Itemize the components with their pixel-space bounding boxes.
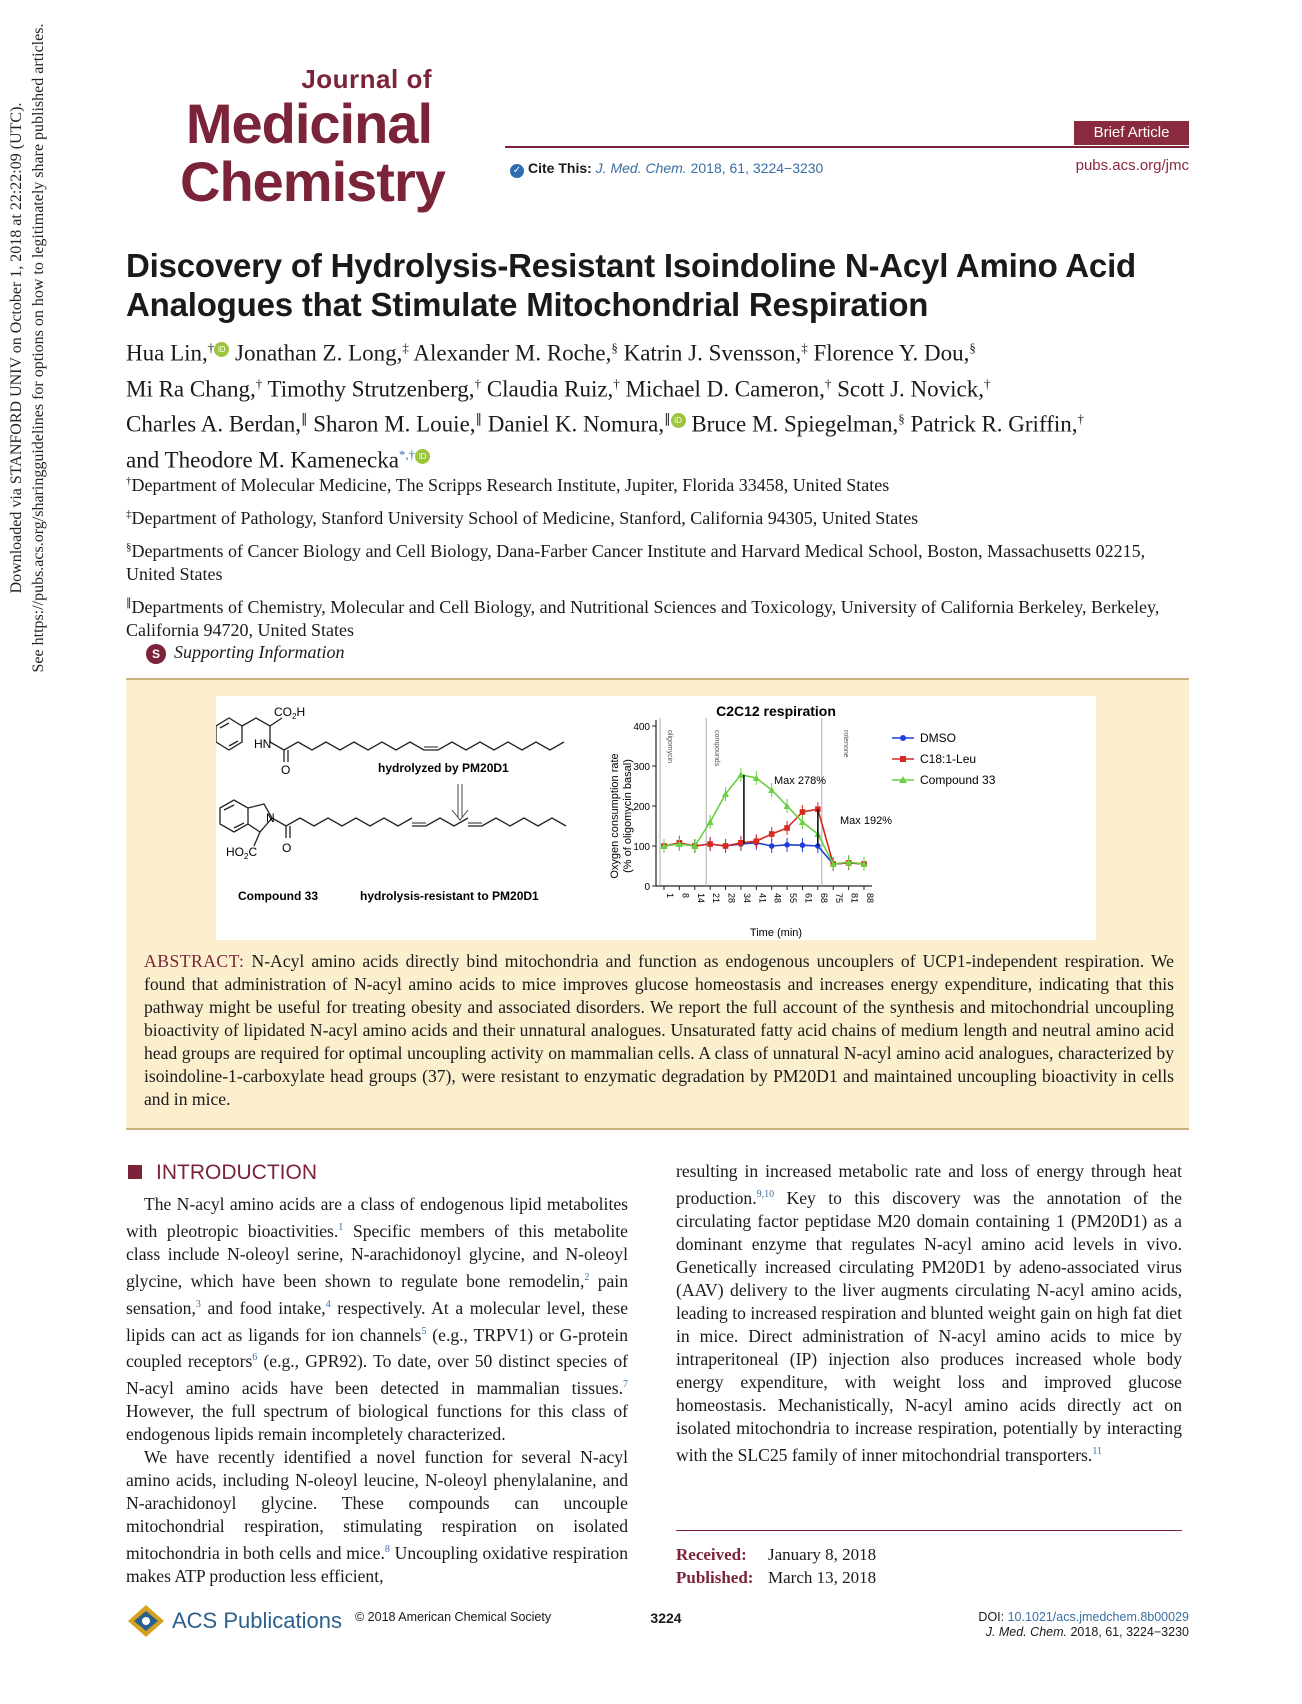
author-list: [126, 333, 1196, 476]
aff-mark: †: [207, 340, 215, 355]
affiliation-text: Department of Pathology, Stanford University School of Medicine, Stanford, California 94305, United States: [131, 508, 919, 528]
legend-marker: [900, 735, 906, 741]
cite-label: Cite This:: [528, 160, 592, 176]
aff-mark: †: [474, 375, 482, 391]
x-tick-label: 81: [849, 893, 860, 904]
acs-publications-label: ACS Publications: [172, 1608, 342, 1633]
author[interactable]: Jonathan Z. Long,: [235, 340, 403, 366]
introduction-heading-text: INTRODUCTION: [156, 1161, 317, 1184]
data-point: [707, 841, 713, 847]
abstract: [144, 950, 1174, 1111]
aff-mark: ∥: [301, 411, 308, 427]
data-point: [769, 843, 775, 849]
chart-title: C2C12 respiration: [716, 703, 836, 719]
aff-mark: §: [898, 411, 905, 427]
cite-journal: J. Med. Chem.: [595, 160, 687, 176]
isoindoline-ring: [220, 800, 248, 832]
text: Key to this discovery was the annotation of the circulating factor peptidase M20 domain containing 1 (PM20D1) as a dominant enzyme that regulates N-acyl amino acid levels in vivo. Genetically increased circulating PM20D1 by adeno-associated virus (AAV) delivery to the liver augments circulating N-acyl amino acids, leading to increased respiration and blunted weight gain on high fat diet in mice. Direct administration of N-acyl amino acids to mice by intraperitoneal (IP) injection also produces increased whole body energy expenditure, with weight loss and improved glucose homeostasis. Mechanistically, N-acyl amino acids directly act on isolated mitochondria to increase respiration, potentially by interacting with the SLC25 family of inner mitochondrial transporters.: [676, 1187, 1182, 1465]
published-label: Published:: [676, 1568, 754, 1587]
published-date: [676, 1566, 1182, 1589]
doi-link[interactable]: 10.1021/acs.jmedchem.8b00029: [1007, 1610, 1189, 1624]
data-point: [723, 843, 729, 849]
cite-this[interactable]: [510, 160, 823, 178]
copyright: © 2018 American Chemical Society: [355, 1610, 552, 1624]
aff-mark: ∥: [126, 597, 132, 609]
aff-mark: §: [126, 541, 132, 553]
co2h-label: $CO_2H$: [274, 705, 306, 721]
x-tick-label: 75: [834, 893, 845, 904]
download-notice: [6, 0, 50, 1200]
author[interactable]: Mi Ra Chang,: [126, 376, 256, 402]
author[interactable]: Patrick R. Griffin,: [910, 411, 1078, 437]
data-point: [754, 838, 760, 844]
author[interactable]: Michael D. Cameron,: [625, 376, 825, 402]
x-tick-label: 68: [818, 893, 829, 904]
journal-logo-name2: Chemistry: [180, 150, 445, 213]
received-label: Received:: [676, 1545, 747, 1564]
author[interactable]: and Theodore M. Kamenecka: [126, 447, 399, 473]
ref-link[interactable]: 9,10: [756, 1189, 775, 1200]
journal-ref-name: J. Med. Chem.: [985, 1625, 1067, 1639]
n-label: N: [266, 811, 275, 825]
legend-label: C18:1-Leu: [920, 752, 977, 766]
abstract-text: N-Acyl amino acids directly bind mitochondria and function as endogenous uncouplers of UCP1-independent respiration. We found that administration of N-acyl amino acids to mice improves glucose homeostasis and increases energy expenditure, indicating that this pathway might be useful for treating obesity and associated disorders. We report the full account of the synthesis and mitochondrial uncoupling bioactivity of lipidated N-acyl amino acids and their unnatural analogues. Unsaturated fatty acid chains of medium length and neutral amino acid head groups are required for optimal uncoupling activity on mammalian cells. A class of unnatural N-acyl amino acid analogues, characterized by isoindoline-1-carboxylate head groups (37), were resistant to enzymatic degradation by PM20D1 and maintained uncoupling bioactivity in cells and in mice.: [144, 951, 1174, 1109]
page-number: 3224: [650, 1610, 682, 1626]
introduction-heading: [128, 1161, 317, 1185]
doi-label: DOI:: [978, 1610, 1005, 1624]
orcid-icon[interactable]: iD: [415, 449, 430, 464]
band-compounds: compounds: [713, 730, 720, 767]
abstract-label: ABSTRACT:: [144, 951, 245, 971]
max2-annotation: Max 192%: [840, 815, 892, 827]
x-tick-label: 88: [865, 893, 875, 904]
ref-link[interactable]: 8: [384, 1544, 390, 1556]
author[interactable]: Katrin J. Svensson,: [623, 340, 802, 366]
doi-block: [940, 1610, 1189, 1640]
affiliation: [126, 592, 1196, 642]
hydrolyzed-label: hydrolyzed by PM20D1: [378, 761, 509, 775]
x-tick-label: 55: [788, 893, 799, 904]
supporting-info-label: Supporting Information: [174, 642, 345, 662]
article-dates: [676, 1530, 1182, 1589]
data-point: [707, 819, 714, 826]
supporting-information-link[interactable]: [146, 642, 345, 664]
author[interactable]: Scott J. Novick,: [837, 376, 985, 402]
author[interactable]: Timothy Strutzenberg,: [267, 376, 475, 402]
text: Specific members of this metabolite class include N-oleoyl serine, N-arachidonoyl glycine, and N-oleoyl glycine, which have been shown to regulate bone remodelin,: [126, 1220, 628, 1291]
aff-mark: †: [1077, 411, 1084, 427]
hn-label: HN: [254, 737, 272, 751]
column-right: [676, 1160, 1182, 1467]
article-title-text: Discovery of Hydrolysis-Resistant Isoindoline N-Acyl Amino Acid Analogues that Stimulate Mitochondrial Respiration: [126, 247, 1137, 323]
aff-mark: §: [611, 340, 618, 355]
x-axis-label: Time (min): [749, 927, 803, 939]
aff-mark: ‡: [402, 340, 409, 355]
toc-svg: [216, 696, 1096, 940]
x-tick-label: 34: [741, 893, 752, 904]
aff-mark: †: [613, 375, 620, 391]
data-point: [769, 831, 775, 837]
o-label-2: O: [282, 841, 292, 855]
author[interactable]: Sharon M. Louie,: [313, 411, 476, 437]
acs-publications-logo[interactable]: [126, 1604, 342, 1642]
ref-link[interactable]: 4: [325, 1298, 331, 1310]
paragraph: [126, 1446, 628, 1588]
text: (e.g., GPR92). To date, over 50 distinct species of N-acyl amino acids have been detected in mammalian tissues.: [126, 1351, 628, 1399]
toc-graphic: [216, 696, 1096, 940]
aff-mark: ‡: [126, 508, 132, 520]
x-tick-label: 21: [711, 893, 722, 904]
benzene-ring: [216, 718, 242, 750]
text: resulting in increased metabolic rate and loss of energy through heat production.: [676, 1161, 1182, 1208]
received-date: [676, 1543, 1182, 1566]
ref-link[interactable]: 11: [1092, 1445, 1102, 1457]
affiliation-text: Departments of Cancer Biology and Cell Biology, Dana-Farber Cancer Institute and Harvard Medical School, Boston, Massachusetts 02215, United States: [126, 541, 1146, 584]
journal-logo[interactable]: [180, 64, 445, 213]
text: The N-acyl amino acids are a class of endogenous lipid metabolites with pleotropic bioactivities.: [126, 1194, 628, 1241]
author[interactable]: Charles A. Berdan,: [126, 411, 302, 437]
ref-link[interactable]: 5: [421, 1325, 427, 1337]
max1-annotation: Max 278%: [774, 775, 826, 787]
journal-url[interactable]: pubs.acs.org/jmc: [1075, 157, 1189, 174]
aff-mark: ‡: [801, 340, 808, 355]
data-point: [800, 842, 806, 848]
resistant-label: hydrolysis-resistant to PM20D1: [360, 889, 539, 903]
paragraph: [676, 1160, 1182, 1467]
x-tick-label: 14: [695, 893, 706, 904]
band-rotenone: rotenone: [842, 730, 849, 758]
journal-ref-line: [940, 1625, 1189, 1640]
text: However, the full spectrum of biological functions for this class of endogenous lipids remain incompletely characterized.: [126, 1401, 628, 1445]
affiliation: [126, 470, 1196, 497]
affiliations: [126, 470, 1196, 648]
legend-label: Compound 33: [920, 773, 996, 787]
text: and food intake,: [200, 1297, 326, 1318]
download-notice-line1: Downloaded via STANFORD UNIV on October 1, 2018 at 22:22:09 (UTC).: [8, 102, 25, 594]
y-tick-label: 200: [633, 802, 650, 813]
cite-details: 2018, 61, 3224−3230: [690, 160, 824, 176]
x-tick-label: 28: [726, 893, 737, 904]
aff-mark: †: [255, 375, 263, 391]
journal-logo-of: Journal of: [301, 64, 432, 94]
published-value: March 13, 2018: [768, 1568, 877, 1587]
x-tick-label: 41: [757, 893, 768, 904]
affiliation-text: Departments of Chemistry, Molecular and Cell Biology, and Nutritional Sciences and Toxicology, University of California Berkeley, Berkeley, California 94720, United States: [126, 597, 1160, 640]
orcid-icon[interactable]: iD: [671, 413, 686, 428]
ref-link[interactable]: 2: [584, 1271, 590, 1283]
author[interactable]: Hua Lin,: [126, 340, 208, 366]
legend-marker: [900, 756, 906, 762]
x-tick-label: 61: [803, 893, 814, 904]
check-icon: ✓: [510, 164, 524, 178]
data-point: [784, 825, 790, 831]
y-tick-label: 0: [644, 882, 650, 893]
series-line: [664, 775, 864, 864]
x-tick-label: 8: [680, 893, 691, 899]
acs-hexagon-icon: [126, 1604, 166, 1638]
author[interactable]: Daniel K. Nomura,: [487, 411, 665, 437]
ref-link[interactable]: 7: [623, 1379, 628, 1391]
supporting-info-icon: S: [146, 644, 166, 664]
doi-line[interactable]: [940, 1610, 1189, 1625]
article-title: [126, 246, 1186, 324]
x-tick-label: 48: [772, 893, 783, 904]
journal-ref-details: 2018, 61, 3224−3230: [1070, 1625, 1189, 1639]
affiliation-text: Department of Molecular Medicine, The Scripps Research Institute, Jupiter, Florida 33458, United States: [131, 475, 890, 495]
data-point: [738, 840, 744, 846]
band-oligomycin: oligomycin: [666, 730, 673, 764]
ho2c-label: $HO_2C$: [226, 845, 258, 861]
download-notice-line2: See https://pubs.acs.org/sharingguidelines for options on how to legitimately share published articles.: [30, 23, 47, 673]
text: respectively. At a molecular level, these lipids can act as ligands for ion channels: [126, 1297, 629, 1345]
ref-link[interactable]: 6: [252, 1352, 258, 1364]
column-left: [126, 1193, 628, 1588]
y-axis-label-1: Oxygen consumption rate: [609, 753, 621, 879]
ref-link[interactable]: 1: [338, 1222, 344, 1233]
author[interactable]: Claudia Ruiz,: [486, 376, 614, 402]
compound-33-label: Compound 33: [238, 889, 318, 903]
affiliation: [126, 503, 1196, 530]
aff-mark: *,†: [398, 446, 416, 462]
paragraph: [126, 1193, 628, 1446]
aff-mark: †: [824, 375, 832, 391]
series-line: [664, 809, 864, 864]
article-type-badge: Brief Article: [1074, 121, 1189, 145]
journal-logo-name1: Medicinal: [185, 92, 432, 155]
text: pain sensation,: [126, 1270, 628, 1318]
legend-label: DMSO: [920, 731, 956, 745]
text: Uncoupling oxidative respiration makes ATP production less efficient,: [126, 1543, 628, 1587]
affiliation: [126, 536, 1196, 586]
y-axis-label-2: (% of oligomycin basal): [622, 759, 634, 873]
down-arrow-icon: [452, 784, 468, 820]
received-value: January 8, 2018: [768, 1545, 877, 1564]
aff-mark: ∥: [475, 411, 483, 427]
text: We have recently identified a novel function for several N-acyl amino acids, including N-oleoyl leucine, N-oleoyl phenylalanine, and N-arachidonoyl glycine. These compounds can uncouple mitochondrial respiration, stimulating respiration on isolated mitochondria in both cells and mice.: [126, 1447, 628, 1564]
x-tick-label: 1: [665, 893, 675, 899]
aff-mark: †: [984, 375, 991, 391]
author[interactable]: Bruce M. Spiegelman,: [691, 411, 899, 437]
data-point: [784, 842, 790, 848]
author[interactable]: Florence Y. Dou,: [813, 340, 970, 366]
ref-link[interactable]: 3: [195, 1298, 201, 1310]
text: (e.g., TRPV1) or G-protein coupled receptors: [126, 1324, 629, 1372]
aff-mark: ∥: [664, 411, 671, 427]
header-rule: [505, 146, 1189, 148]
orcid-icon[interactable]: iD: [214, 342, 229, 357]
y-tick-label: 300: [633, 762, 650, 773]
section-square-icon: [128, 1165, 142, 1179]
y-tick-label: 400: [633, 722, 650, 733]
author[interactable]: Alexander M. Roche,: [413, 340, 612, 366]
data-point: [800, 809, 806, 815]
aff-mark: §: [969, 340, 976, 355]
aff-mark: †: [126, 475, 132, 487]
o-label: O: [281, 763, 291, 777]
y-tick-label: 100: [633, 842, 650, 853]
chart-legend: [892, 731, 996, 787]
